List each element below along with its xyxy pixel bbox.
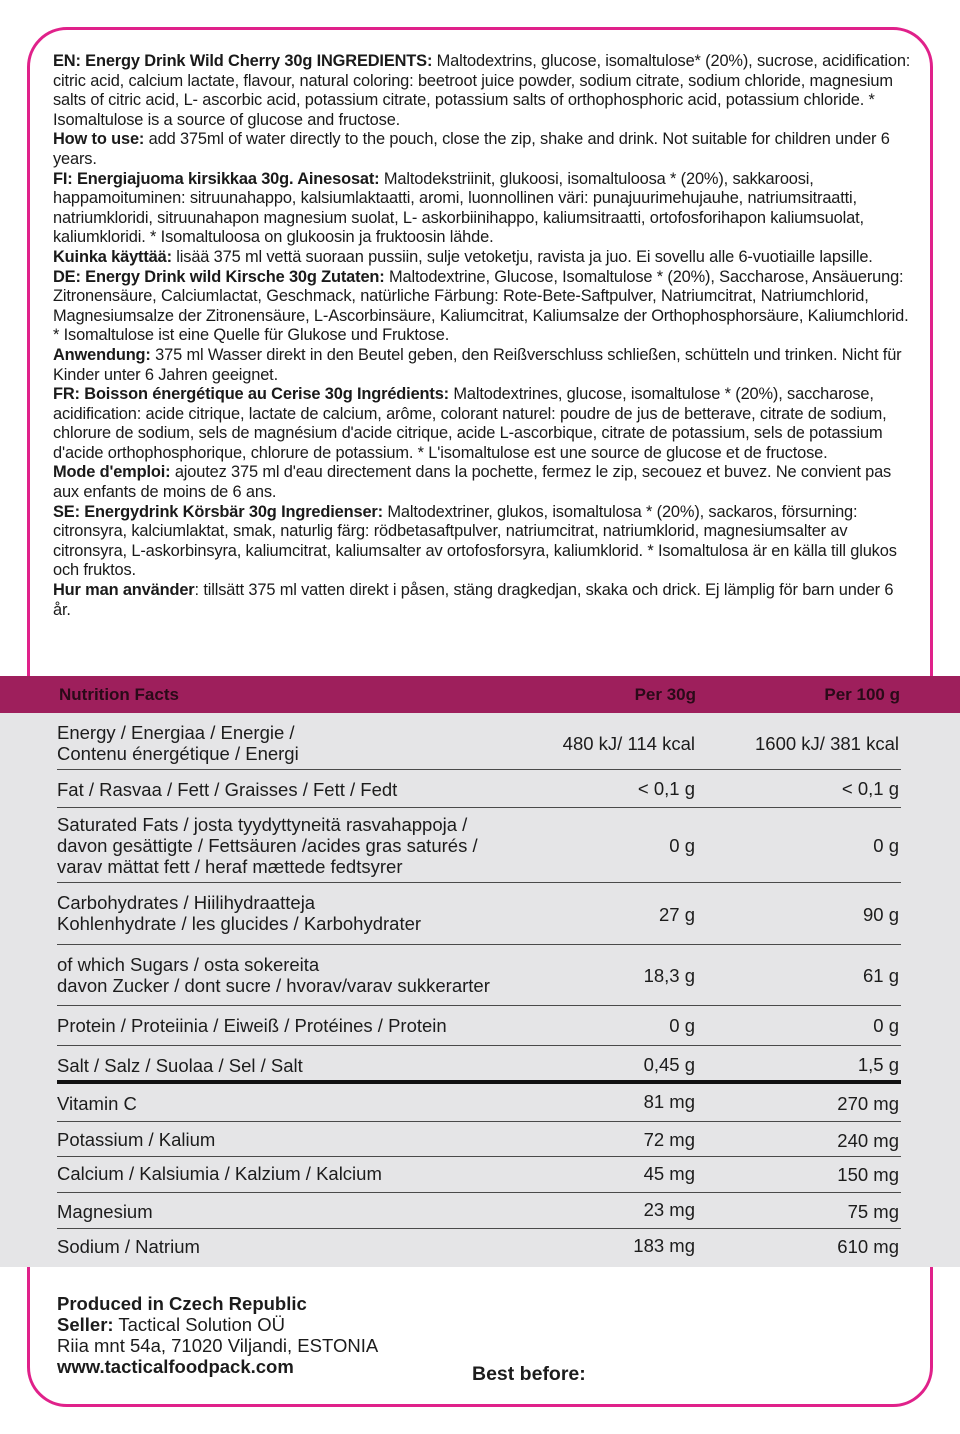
ingredients-se-text: Maltodextriner, glukos, isomaltulosa * (20%), sackaros, försurning: citronsyra, kalciumlaktat, smak, naturlig färg: rödbetasaftpulver, natriumcitrat, natriumklorid, magnesiumsalter av citronsyra, L-askorbinsyra, kaliumcitrat, kaliumsalter av ortofosforsyra, kaliumklorid. * Isomaltulosa är en källa till glukos och fruktos. [53,502,897,580]
row-label: Fat / Rasvaa / Fett / Graisses / Fett / Fedt [57,779,398,800]
row-value-per100: 150 mg [837,1164,899,1185]
row-label: Potassium / Kalium [57,1129,216,1150]
seller-name: Tactical Solution OÜ [113,1314,285,1335]
nutrition-row-vitamin-c [57,1084,901,1122]
row-label: Magnesium [57,1201,153,1222]
howto-en-text: add 375ml of water directly to the pouch, close the zip, shake and drink. Not suitable for children under 6 years. [53,130,890,168]
row-value-per100: 61 g [862,965,899,986]
howto-se [53,581,913,620]
ingredients-en-title: EN: Energy Drink Wild Cherry 30g INGREDIENTS: [53,52,433,70]
row-value-per30: 480 kJ/ 114 kcal [562,733,695,754]
ingredients-de-title: DE: Energy Drink wild Kirsche 30g Zutaten: [53,267,385,286]
row-value-per30: 72 mg [643,1129,695,1150]
nutrition-row-fat [57,769,901,808]
ingredients-de [53,268,913,346]
row-value-per30: 23 mg [643,1199,695,1220]
row-label: davon Zucker / dont sucre / hvorav/varav sukkerarter [57,975,490,996]
nutrition-row-sugars [57,944,901,1006]
howto-en-label: How to use: [53,130,145,149]
row-value-per100: 1600 kJ/ 381 kcal [755,733,899,754]
row-value-per30: 0 g [669,835,695,856]
row-label: Saturated Fats / josta tyydyttyneitä rasvahappoja / [57,814,468,835]
nutrition-row-potassium [57,1121,901,1157]
howto-fi [53,248,913,268]
row-value-per100: 0 g [873,835,899,856]
row-label: Contenu énergétique / Energi [57,743,299,764]
nutrition-row-protein [57,1005,901,1046]
row-value-per100: 90 g [862,904,899,925]
ingredients-en [53,52,913,130]
ingredients-en-text: Maltodextrins, glucose, isomaltulose* (20%), sucrose, acidification: citric acid, calcium lactate, flavour, natural coloring: beetroot juice powder, sodium citrate, sodium chloride, magnesium salts of citric acid, L- ascorbic acid, potassium citrate, potassium salts of orthophosphoric acid, potassium chloride. * Isomaltulose is a source of glucose and fructose. [53,52,911,129]
row-value-per100: 75 mg [847,1201,899,1222]
howto-se-label: Hur man använder [53,581,195,600]
row-value-per100: 610 mg [837,1236,899,1257]
row-value-per30: 81 mg [643,1091,695,1112]
ingredients-se-title: SE: Energydrink Körsbär 30g Ingredienser: [53,502,383,521]
website-link: www.tacticalfoodpack.com [57,1356,294,1377]
manufacturer-info [57,1293,378,1377]
per-30g-heading: Per 30g [634,685,696,704]
ingredients-fr-title: FR: Boisson énergétique au Cerise 30g Ingrédients: [53,385,449,404]
ingredients-fi-text: Maltodekstriinit, glukoosi, isomaltuloosa * (20%), sakkaroosi, happamoituminen: sitruunahappo, kalsiumlaktaatti, aromi, luonnollinen väri: punajuurimehujauhe, natriumsitraatti, natriumkloridi, sitruunahapon magnesium suolat, L- askorbiinihappo, kaliumsitraatti, ortofosforihapon kaliumsuolat, kaliumkloridi. * Isomaltuloosa on glukoosin ja fruktoosin lähde. [53,169,864,247]
howto-en [53,130,913,169]
nutrition-row-sodium [57,1228,901,1264]
row-value-per30: 45 mg [643,1163,695,1184]
nutrition-row-carbohydrates [57,882,901,945]
ingredients-fr-text: Maltodextrines, glucose, isomaltulose * (20%), saccharose, acidification: acide citrique, lactate de calcium, arôme, colorant naturel: poudre de jus de betterave, citrate de sodium, chlorure de sodium, sels de magnésium d'acide citrique, acide L-ascorbique, citrate de potassium, sels de potassium d'acide orthophosphorique, chlorure de potassium. * L'isomaltulose est une source de glucose et de fructose. [53,385,887,462]
row-label: davon gesättigte / Fettsäuren /acides gras saturés / [57,835,478,856]
ingredients-fr [53,385,913,463]
ingredients-fi [53,170,913,248]
nutrition-row-saturated [57,807,901,883]
howto-fi-text: lisää 375 ml vettä suoraan pussiin, sulje vetoketju, ravista ja juo. Ei sovellu alle 6-vuotiaille lapsille. [171,247,873,266]
nutrition-header [0,676,960,713]
ingredients-se [53,503,913,581]
produced-in: Produced in Czech Republic [57,1293,307,1314]
row-value-per100: 0 g [873,1015,899,1036]
row-label: of which Sugars / osta sokereita [57,954,320,975]
row-label: Vitamin C [57,1093,137,1114]
row-value-per30: 27 g [658,904,695,925]
row-label: Energy / Energiaa / Energie / [57,722,295,743]
howto-de-label: Anwendung: [53,345,151,364]
howto-de-text: 375 ml Wasser direkt in den Beutel geben, den Reißverschluss schließen, schütteln und trinken. Nicht für Kinder unter 6 Jahren geeignet. [53,345,902,384]
row-value-per30: 0 g [669,1015,695,1036]
row-value-per100: 240 mg [837,1130,899,1151]
howto-fi-label: Kuinka käyttää: [53,247,172,266]
row-value-per100: 1,5 g [857,1054,899,1075]
row-label: Kohlenhydrate / les glucides / Karbohydrater [57,913,422,934]
howto-fr [53,463,913,502]
nutrition-title: Nutrition Facts [59,685,179,704]
row-value-per30: 183 mg [633,1235,695,1256]
row-label: Protein / Proteiinia / Eiweiß / Protéines / Protein [57,1015,447,1036]
row-label: varav mättat fett / heraf mættede fedtsyrer [57,856,403,877]
row-label: Carbohydrates / Hiilihydraatteja [57,892,316,913]
howto-fr-text: ajoutez 375 ml d'eau directement dans la pochette, fermez le zip, secouez et buvez. Ne convient pas aux enfants de moins de 6 ans. [53,463,892,502]
nutrition-row-calcium [57,1156,901,1193]
nutrition-row-salt [57,1045,901,1084]
row-label: Salt / Salz / Suolaa / Sel / Salt [57,1055,303,1076]
nutrition-row-energy [57,721,901,770]
ingredients-de-text: Maltodextrine, Glucose, Isomaltulose * (20%), Saccharose, Ansäuerung: Zitronensäure, Calciumlactat, Geschmack, natürliche Färbung: Rote-Bete-Saftpulver, Natriumcitrat, Natriumchlorid, Magnesiumsalze der Zitronensäure, L-Ascorbinsäure, Kaliumcitrat, Kaliumsalze der Orthophosphorsäure, Kaliumchlorid. * Isomaltulose ist eine Quelle für Glukose und Fruktose. [53,267,909,345]
ingredients-block [53,52,913,620]
howto-fr-label: Mode d'emploi: [53,463,171,482]
per-100g-heading: Per 100 g [824,685,900,704]
row-value-per30: 0,45 g [643,1054,695,1075]
howto-de [53,346,913,385]
row-value-per30: < 0,1 g [637,778,695,799]
seller-address: Riia mnt 54a, 71020 Viljandi, ESTONIA [57,1335,379,1356]
seller-label: Seller: [57,1314,114,1335]
row-label: Sodium / Natrium [57,1236,200,1257]
row-value-per100: 270 mg [837,1093,899,1114]
best-before-label: Best before: [472,1363,586,1385]
row-label: Calcium / Kalsiumia / Kalzium / Kalcium [57,1163,382,1184]
ingredients-fi-title: FI: Energiajuoma kirsikkaa 30g. Ainesosat: [53,169,380,188]
nutrition-row-magnesium [57,1192,901,1229]
howto-se-text: : tillsätt 375 ml vatten direkt i påsen, stäng dragkedjan, skaka och drick. Ej lämplig för barn under 6 år. [53,581,894,619]
row-value-per30: 18,3 g [643,965,695,986]
row-value-per100: < 0,1 g [841,778,899,799]
